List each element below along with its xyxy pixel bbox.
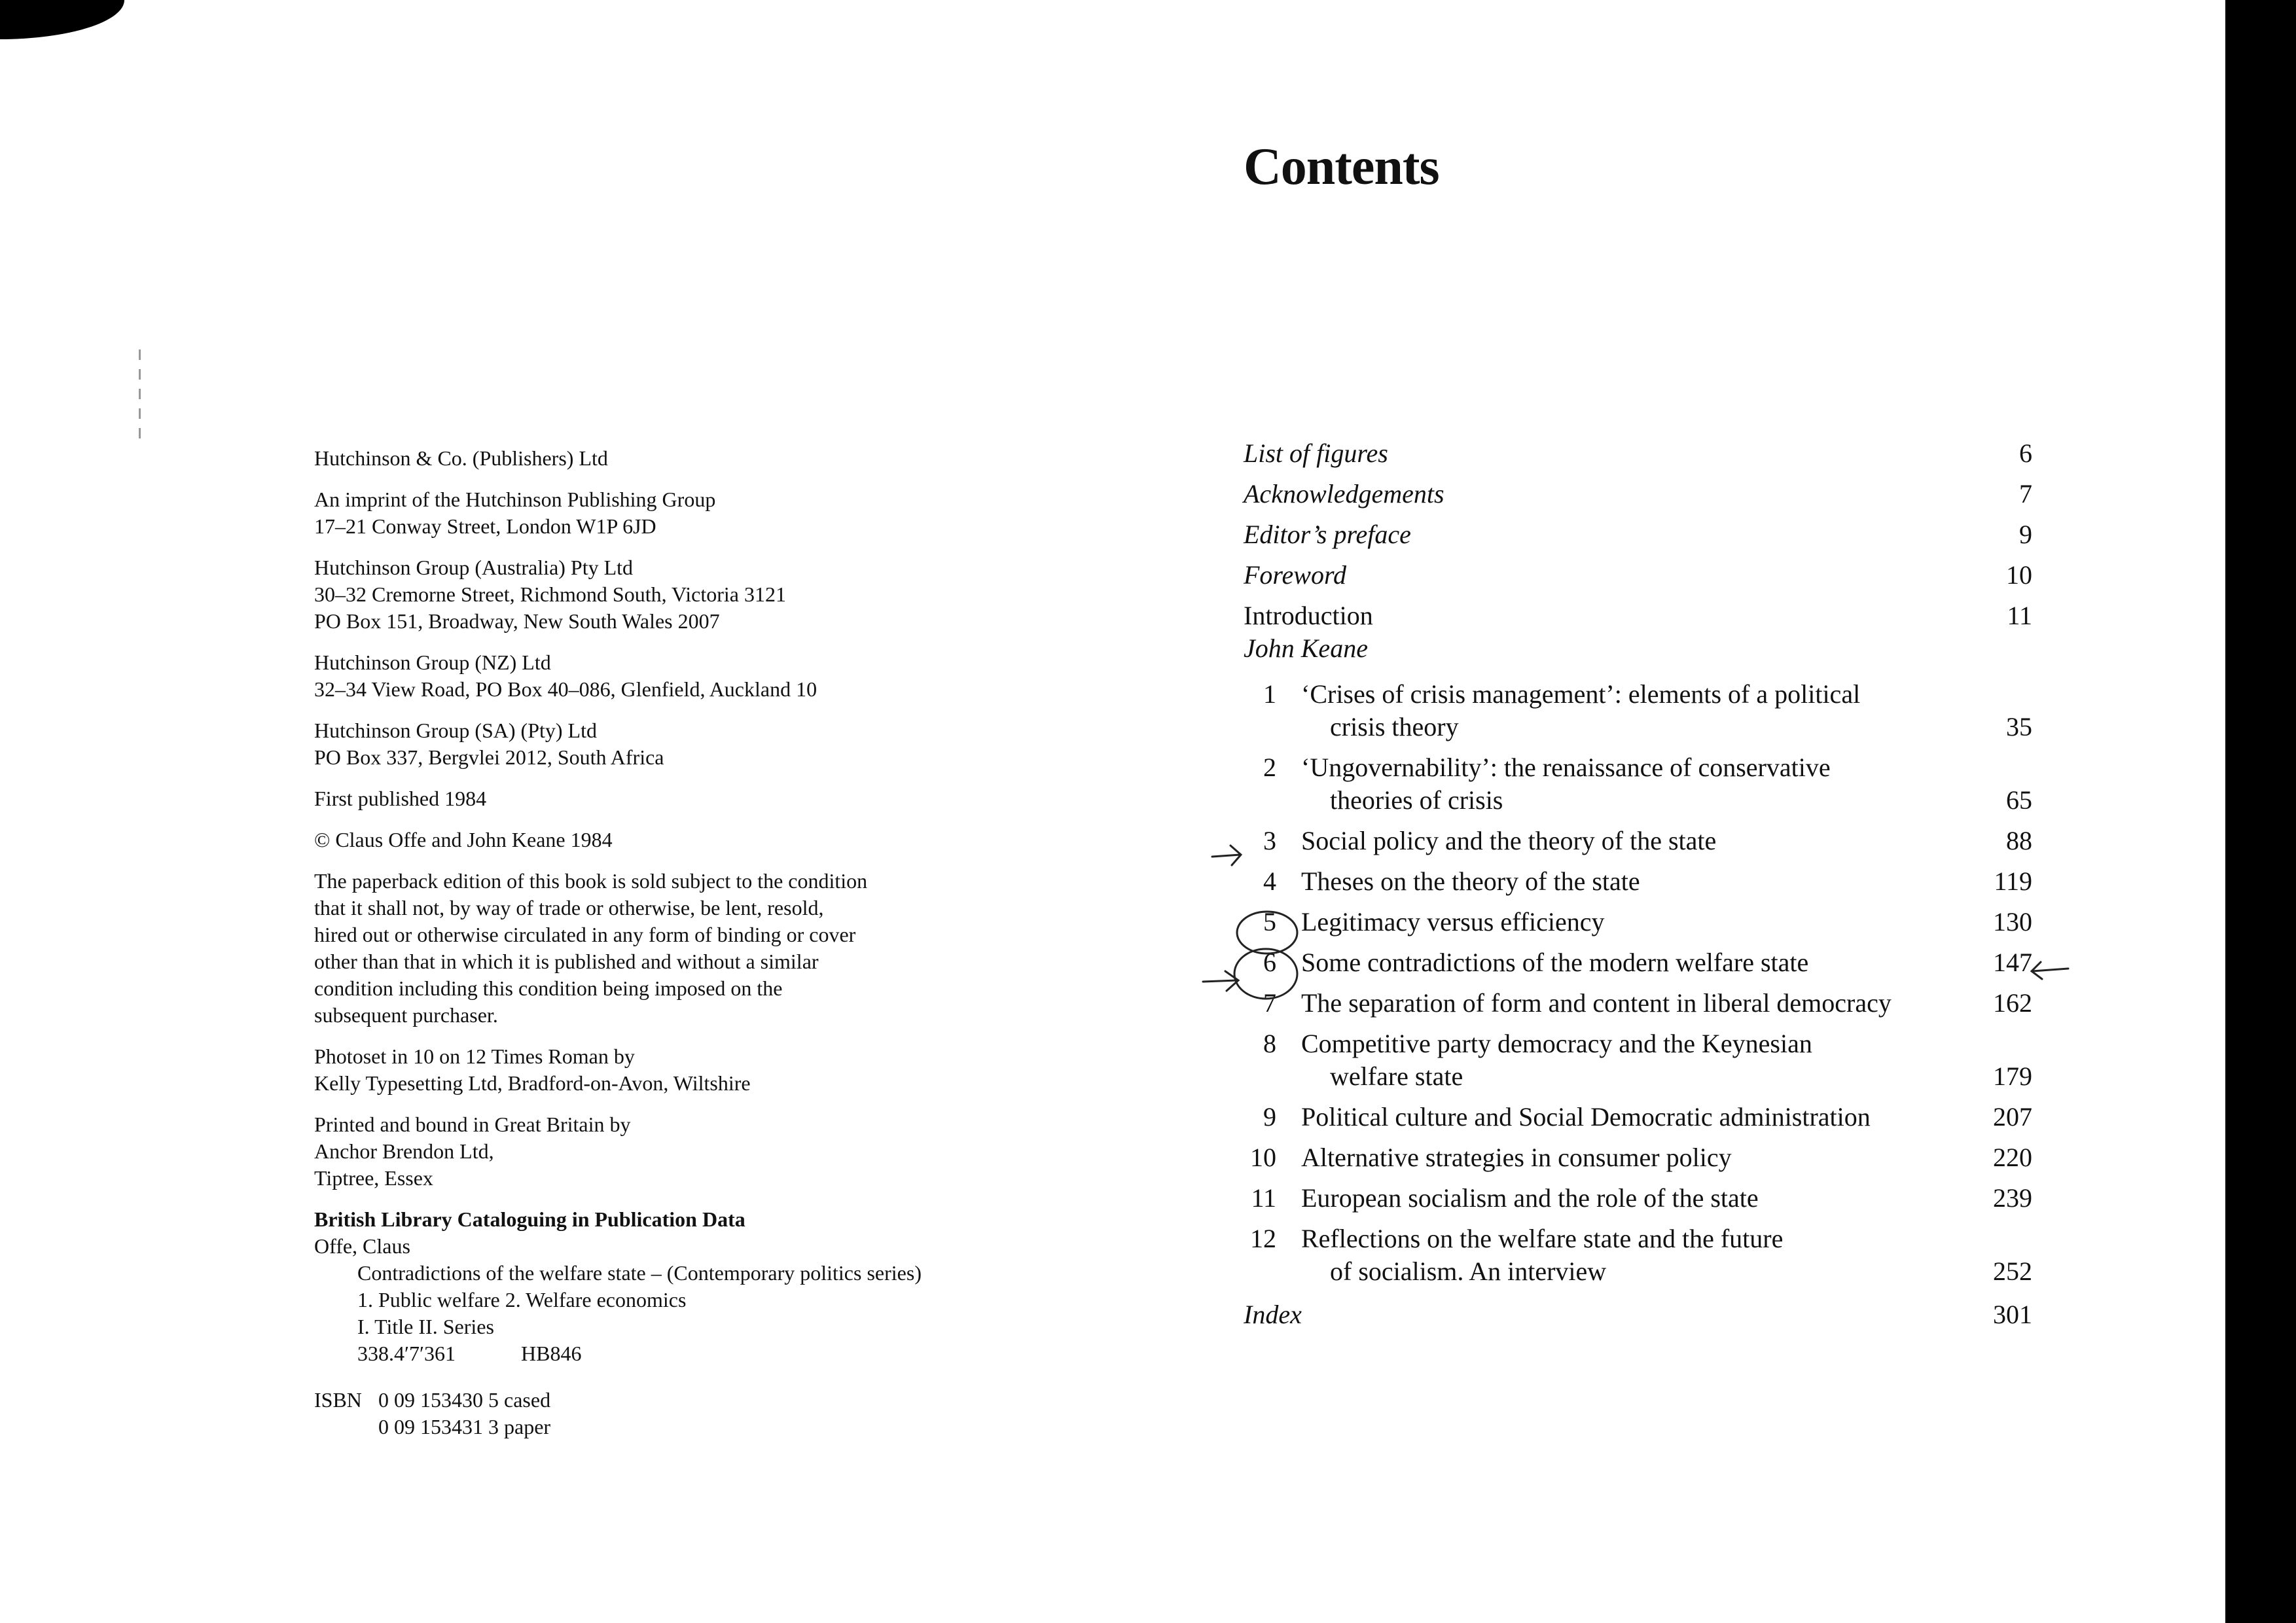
isbn-label: ISBN <box>314 1388 362 1412</box>
printer-location: Tiptree, Essex <box>314 1166 433 1190</box>
table-of-contents <box>1244 437 2032 1331</box>
toc-entry-foreword: Foreword 10 <box>1244 560 2032 590</box>
toc-entry-chapter-10: 10 Alternative strategies in consumer policy 220 <box>1250 1143 2032 1172</box>
publisher-name: Hutchinson & Co. (Publishers) Ltd <box>314 446 608 470</box>
scan-dark-edge-right <box>2225 0 2296 1623</box>
toc-entry-list-of-figures: List of figures 6 <box>1244 438 2032 468</box>
cip-subjects: 1. Public welfare 2. Welfare economics <box>357 1288 687 1311</box>
sa-office: Hutchinson Group (SA) (Pty) Ltd <box>314 719 597 742</box>
cip-author: Offe, Claus <box>314 1234 410 1258</box>
scan-dark-corner-top-left <box>0 0 124 39</box>
australia-address: 30–32 Cremorne Street, Richmond South, Victoria 3121 <box>314 582 786 606</box>
australia-office: Hutchinson Group (Australia) Pty Ltd <box>314 556 634 579</box>
toc-entry-chapter-8: 8 Competitive party democracy and the Keynesian welfare state 179 <box>1263 1029 2032 1091</box>
cip-heading: British Library Cataloguing in Publication Data <box>314 1207 745 1231</box>
imprint-address: 17–21 Conway Street, London W1P 6JD <box>314 514 656 538</box>
toc-entry-chapter-2: 2 ‘Ungovernability’: the renaissance of conservative theories of crisis 65 <box>1263 753 2032 815</box>
contents-heading: Contents <box>1244 138 1439 196</box>
printer-name: Anchor Brendon Ltd, <box>314 1139 494 1163</box>
toc-entry-chapter-5: 5 Legitimacy versus efficiency 130 <box>1263 907 2032 936</box>
cip-data <box>314 1206 1060 1367</box>
toc-entry-chapter-11: 11 European socialism and the role of the state 239 <box>1251 1183 2032 1213</box>
cip-title: Contradictions of the welfare state – (Contemporary politics series) <box>357 1261 922 1285</box>
cip-series: I. Title II. Series <box>357 1315 494 1338</box>
toc-entry-chapter-9: 9 Political culture and Social Democratic administration 207 <box>1263 1102 2032 1132</box>
isbn-cased: 0 09 153430 5 cased <box>378 1388 551 1412</box>
nz-office: Hutchinson Group (NZ) Ltd <box>314 651 551 674</box>
toc-entry-chapter-6: 6 Some contradictions of the modern welfare state 147 <box>1263 948 2032 977</box>
toc-entry-chapter-12: 12 Reflections on the welfare state and the future of socialism. An interview 252 <box>1250 1224 2032 1286</box>
imprint-line: An imprint of the Hutchinson Publishing Group <box>314 488 716 511</box>
sa-address: PO Box 337, Bergvlei 2012, South Africa <box>314 745 664 769</box>
photoset-credit: Photoset in 10 on 12 Times Roman by <box>314 1044 635 1068</box>
toc-entry-chapter-7: 7 The separation of form and content in liberal democracy 162 <box>1263 988 2032 1018</box>
australia-po-box: PO Box 151, Broadway, New South Wales 2007 <box>314 609 720 633</box>
toc-entry-introduction: Introduction John Keane 11 <box>1244 599 2032 665</box>
toc-entry-acknowledgements: Acknowledgements 7 <box>1244 479 2032 508</box>
arrow-mark-chapter-3 <box>1212 846 1241 865</box>
arrow-mark-chapter-6 <box>1203 971 1238 991</box>
nz-address: 32–34 View Road, PO Box 40–086, Glenfield, Auckland 10 <box>314 677 817 701</box>
toc-entry-chapter-3: 3 Social policy and the theory of the state 88 <box>1263 826 2032 855</box>
first-published: First published 1984 <box>314 787 487 810</box>
printed-credit: Printed and bound in Great Britain by <box>314 1113 631 1136</box>
introduction-author: John Keane <box>1244 633 1368 663</box>
isbn-block <box>314 1387 1060 1440</box>
imprint-page <box>314 445 1060 1440</box>
copyright-notice: © Claus Offe and John Keane 1984 <box>314 828 613 851</box>
typesetter: Kelly Typesetting Ltd, Bradford-on-Avon, Wiltshire <box>314 1071 751 1095</box>
arrow-mark-page-147 <box>2032 962 2068 979</box>
binding-gutter-marks <box>136 340 151 471</box>
toc-entry-editors-preface: Editor’s preface 9 <box>1244 520 2032 549</box>
cip-classification: 338.4′7′361 HB846 <box>357 1342 582 1365</box>
toc-entry-index: Index 301 <box>1244 1300 2032 1329</box>
isbn-paper: 0 09 153431 3 paper <box>378 1415 551 1438</box>
toc-entry-chapter-4: 4 Theses on the theory of the state 119 <box>1263 866 2032 896</box>
toc-entry-chapter-1: 1 ‘Crises of crisis management’: elements of a political crisis theory 35 <box>1263 679 2032 741</box>
sale-condition-notice: The paperback edition of this book is sold subject to the condition that it shall not, by way of trade or otherwise, be lent, resold, hired out or otherwise circulated in any form of binding or cover other than that in which it is published and without a similar condition including this condition being imposed on the subsequent purchaser. <box>314 869 868 1027</box>
